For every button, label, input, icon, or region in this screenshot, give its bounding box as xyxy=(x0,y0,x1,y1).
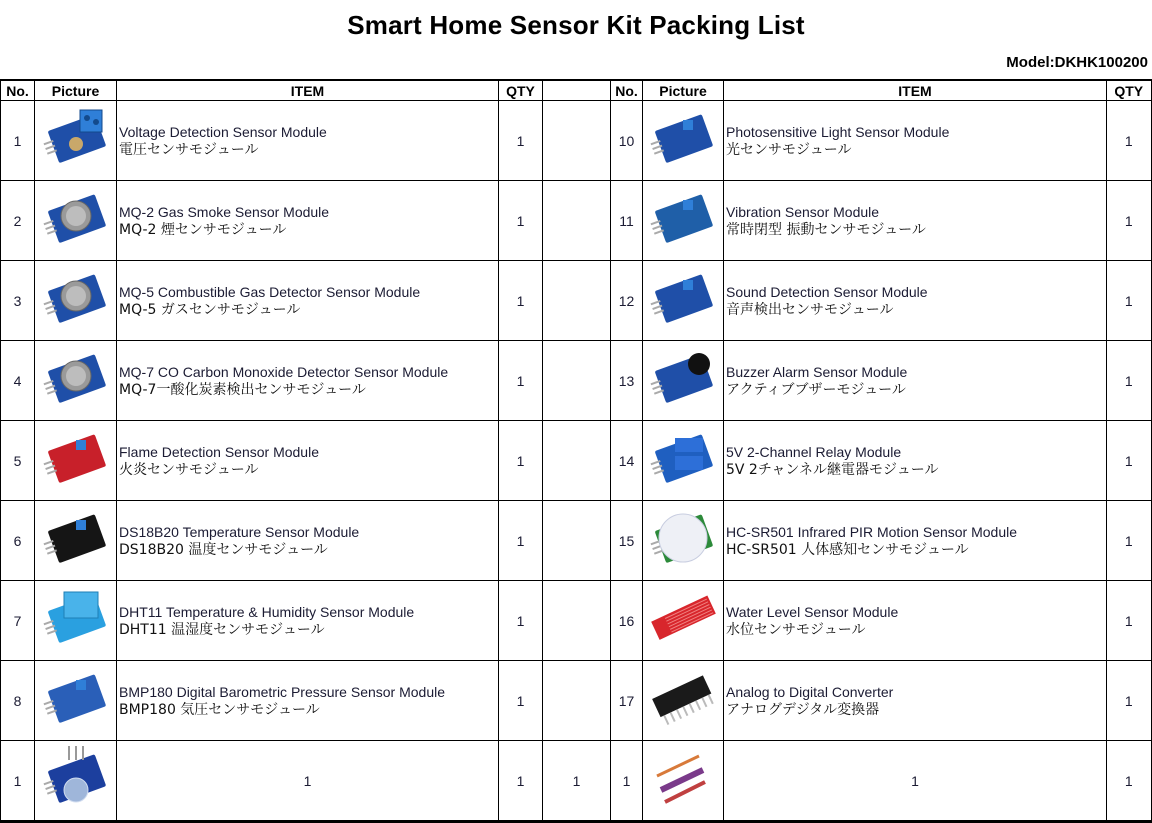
picture-cell-right xyxy=(643,181,724,261)
header-item-right: ITEM xyxy=(724,80,1107,101)
spacer-cell xyxy=(543,501,611,581)
qty-right: 1 xyxy=(1107,501,1152,581)
row-number-right: 1 xyxy=(611,741,643,822)
item-name-en: DHT11 Temperature & Humidity Sensor Module xyxy=(119,603,415,620)
item-name-en: Water Level Sensor Module xyxy=(726,603,899,620)
item-cell-right xyxy=(724,341,1107,421)
item-name-en: HC-SR501 Infrared PIR Motion Sensor Module xyxy=(726,523,1018,540)
item-name-en: Sound Detection Sensor Module xyxy=(726,283,928,300)
spacer-cell xyxy=(543,341,611,421)
table-row xyxy=(1,661,1152,741)
item-cell-right xyxy=(724,661,1107,741)
picture-cell-left xyxy=(35,101,117,181)
picture-cell-right xyxy=(643,101,724,181)
row-number-right: 13 xyxy=(611,341,643,421)
table-row xyxy=(1,101,1152,181)
header-no-left: No. xyxy=(1,80,35,101)
water-level-sensor-image xyxy=(647,584,719,654)
item-name-jp: 常時閉型 振動センサモジュール xyxy=(726,221,926,238)
item-name-en: Analog to Digital Converter xyxy=(726,683,894,700)
pir-sensor-image xyxy=(647,504,719,574)
row-number-right: 17 xyxy=(611,661,643,741)
item-cell-right xyxy=(724,421,1107,501)
row-number-left: 2 xyxy=(1,181,35,261)
table-row xyxy=(1,261,1152,341)
item-name-en: 1 xyxy=(303,772,312,789)
item-cell-left xyxy=(117,581,499,661)
qty-left: 1 xyxy=(499,341,543,421)
qty-left: 1 xyxy=(499,261,543,341)
item-name-jp: MQ-5 ガスセンサモジュール xyxy=(119,301,301,318)
item-name-en: Flame Detection Sensor Module xyxy=(119,443,319,460)
item-name-jp: BMP180 気圧センサモジュール xyxy=(119,701,320,718)
picture-cell-right xyxy=(643,501,724,581)
header-row xyxy=(1,80,1152,101)
picture-cell-left xyxy=(35,181,117,261)
qty-right: 1 xyxy=(1107,261,1152,341)
item-name-jp: MQ-7一酸化炭素検出センサモジュール xyxy=(119,381,366,398)
qty-left: 1 xyxy=(499,581,543,661)
relay-module-image xyxy=(647,424,719,494)
picture-cell-right xyxy=(643,421,724,501)
item-name-en: Photosensitive Light Sensor Module xyxy=(726,123,950,140)
row-number-right: 16 xyxy=(611,581,643,661)
qty-right: 1 xyxy=(1107,341,1152,421)
row-number-left: 4 xyxy=(1,341,35,421)
mq5-gas-sensor-image xyxy=(40,264,112,334)
light-sensor-image xyxy=(647,104,719,174)
qty-left: 1 xyxy=(499,661,543,741)
item-name-jp: 水位センサモジュール xyxy=(726,621,866,638)
page-title: Smart Home Sensor Kit Packing List xyxy=(347,10,805,40)
row-number-left: 7 xyxy=(1,581,35,661)
qty-right: 1 xyxy=(1107,581,1152,661)
row-number-right: 10 xyxy=(611,101,643,181)
item-cell-left xyxy=(117,501,499,581)
header-qty-right: QTY xyxy=(1107,80,1152,101)
bmp180-sensor-image xyxy=(40,664,112,734)
item-cell-right xyxy=(724,741,1107,822)
flame-sensor-image xyxy=(40,424,112,494)
item-cell-left xyxy=(117,181,499,261)
dht11-sensor-image xyxy=(40,584,112,654)
picture-cell-left xyxy=(35,661,117,741)
picture-cell-right xyxy=(643,661,724,741)
spacer-cell xyxy=(543,181,611,261)
item-cell-right xyxy=(724,261,1107,341)
sound-sensor-image xyxy=(647,264,719,334)
row-number-left: 5 xyxy=(1,421,35,501)
item-name-en: MQ-7 CO Carbon Monoxide Detector Sensor Module xyxy=(119,363,449,380)
voltage-sensor-image xyxy=(40,104,112,174)
qty-right: 1 xyxy=(1107,181,1152,261)
item-name-jp: 5V 2チャンネル継電器モジュール xyxy=(726,461,939,478)
row-number-right: 15 xyxy=(611,501,643,581)
item-cell-right xyxy=(724,101,1107,181)
item-cell-left xyxy=(117,261,499,341)
picture-cell-left xyxy=(35,741,117,822)
table-row xyxy=(1,581,1152,661)
table-row xyxy=(1,501,1152,581)
item-cell-right xyxy=(724,501,1107,581)
table-row xyxy=(1,421,1152,501)
qty-left: 1 xyxy=(499,421,543,501)
row-number-left: 3 xyxy=(1,261,35,341)
item-name-en: MQ-2 Gas Smoke Sensor Module xyxy=(119,203,330,220)
picture-cell-left xyxy=(35,421,117,501)
header-item-left: ITEM xyxy=(117,80,499,101)
row-number-right: 12 xyxy=(611,261,643,341)
item-cell-left xyxy=(117,421,499,501)
item-name-jp: アナログデジタル変換器 xyxy=(726,701,880,718)
picture-cell-left xyxy=(35,501,117,581)
table-row xyxy=(1,741,1152,822)
item-cell-right xyxy=(724,181,1107,261)
item-name-en: DS18B20 Temperature Sensor Module xyxy=(119,523,360,540)
item-cell-left xyxy=(117,741,499,822)
item-name-jp: HC-SR501 人体感知センサモジュール xyxy=(726,541,969,558)
item-name-jp: 火炎センサモジュール xyxy=(119,461,259,478)
row-number-left: 6 xyxy=(1,501,35,581)
vibration-sensor-image xyxy=(647,184,719,254)
item-name-jp: アクティブブザーモジュール xyxy=(726,381,906,398)
picture-cell-left xyxy=(35,341,117,421)
qty-left: 1 xyxy=(499,101,543,181)
item-name-en: 5V 2-Channel Relay Module xyxy=(726,443,902,460)
item-cell-right xyxy=(724,581,1107,661)
item-name-jp: 音声検出センサモジュール xyxy=(726,301,894,318)
header-no-right: No. xyxy=(611,80,643,101)
ds18b20-sensor-image xyxy=(40,504,112,574)
qty-left: 1 xyxy=(499,741,543,822)
item-name-jp: 光センサモジュール xyxy=(726,141,852,158)
item-name-en: Buzzer Alarm Sensor Module xyxy=(726,363,908,380)
item-name-jp: 電圧センサモジュール xyxy=(119,141,259,158)
picture-cell-right xyxy=(643,341,724,421)
item-name-en: MQ-5 Combustible Gas Detector Sensor Module xyxy=(119,283,421,300)
adc-chip-image xyxy=(647,664,719,734)
mq7-co-sensor-image xyxy=(40,344,112,414)
spacer-cell xyxy=(543,581,611,661)
item-name-jp: DHT11 温湿度センサモジュール xyxy=(119,621,325,638)
qty-right: 1 xyxy=(1107,741,1152,822)
row-number-left: 1 xyxy=(1,101,35,181)
packing-list-table xyxy=(0,79,1152,823)
table-row xyxy=(1,341,1152,421)
item-name-jp: DS18B20 温度センサモジュール xyxy=(119,541,328,558)
table-row xyxy=(1,181,1152,261)
picture-cell-right xyxy=(643,261,724,341)
item-name-en: BMP180 Digital Barometric Pressure Sensor Module xyxy=(119,683,446,700)
mq2-gas-sensor-image xyxy=(40,184,112,254)
qty-right: 1 xyxy=(1107,101,1152,181)
picture-cell-right xyxy=(643,581,724,661)
row-number-left: 1 xyxy=(1,741,35,822)
spacer-cell xyxy=(543,261,611,341)
spacer-cell xyxy=(543,661,611,741)
header-picture-left: Picture xyxy=(35,80,117,101)
qty-right: 1 xyxy=(1107,661,1152,741)
row-number-right: 14 xyxy=(611,421,643,501)
item-name-en: 1 xyxy=(911,772,919,789)
item-name-jp: MQ-2 煙センサモジュール xyxy=(119,221,287,238)
picture-cell-left xyxy=(35,261,117,341)
row-number-right: 11 xyxy=(611,181,643,261)
jumper-wires-image xyxy=(647,744,719,814)
model-number: Model:DKHK100200 xyxy=(1006,54,1148,71)
picture-cell-left xyxy=(35,581,117,661)
spacer-cell xyxy=(543,421,611,501)
header-picture-right: Picture xyxy=(643,80,724,101)
header-qty-left: QTY xyxy=(499,80,543,101)
spacer-cell xyxy=(543,101,611,181)
item-name-en: Vibration Sensor Module xyxy=(726,203,880,220)
spacer-cell: 1 xyxy=(543,741,611,822)
item-cell-left xyxy=(117,661,499,741)
buzzer-module-image xyxy=(647,344,719,414)
qty-left: 1 xyxy=(499,501,543,581)
qty-right: 1 xyxy=(1107,421,1152,501)
row-number-left: 8 xyxy=(1,661,35,741)
item-cell-left xyxy=(117,101,499,181)
item-cell-left xyxy=(117,341,499,421)
item-name-en: Voltage Detection Sensor Module xyxy=(119,123,327,140)
touch-sensor-image xyxy=(40,744,112,814)
header-spacer xyxy=(543,80,611,101)
qty-left: 1 xyxy=(499,181,543,261)
picture-cell-right xyxy=(643,741,724,822)
